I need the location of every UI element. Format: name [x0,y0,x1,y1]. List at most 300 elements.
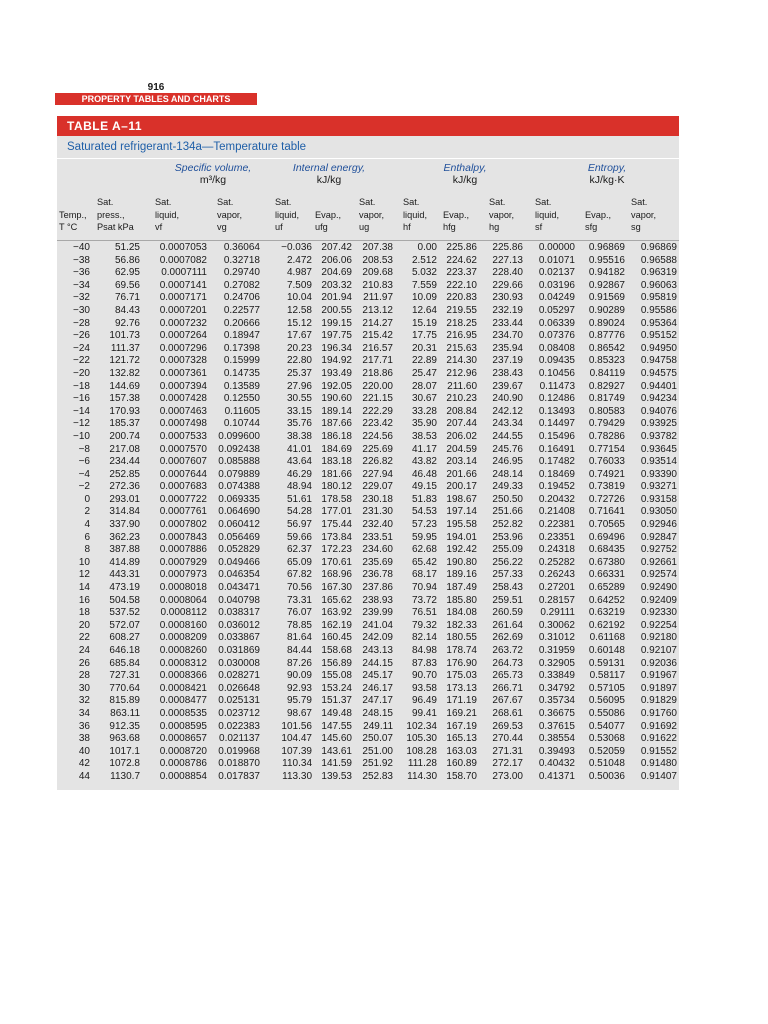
cell-vf: 0.0007361 [159,367,207,379]
cell-hf: 108.28 [406,745,437,757]
cell-hg: 243.34 [492,418,523,430]
cell-temp: 28 [78,670,90,682]
cell-ug: 211.97 [363,292,393,304]
cell-pressure: 234.44 [109,456,140,468]
cell-hfg: 218.25 [446,317,477,329]
cell-sf: 0.32905 [538,657,575,669]
cell-ug: 246.17 [362,682,393,694]
cell-pressure: 56.86 [114,254,140,266]
cell-sfg: 0.73819 [588,481,625,493]
table-row [57,506,679,519]
cell-ufg: 175.44 [321,519,352,531]
cell-temp: 32 [78,695,90,707]
cell-hf: 114.30 [407,770,437,782]
cell-temp: 26 [78,657,90,669]
cell-hf: 59.95 [411,531,437,543]
cell-uf: 104.47 [281,733,312,745]
cell-uf: 30.55 [286,393,312,405]
cell-sfg: 0.58117 [589,670,625,682]
cell-vg: 0.036012 [218,619,260,631]
cell-hfg: 216.95 [446,330,477,342]
column-header-line: Sat. [489,197,506,207]
cell-uf: 90.09 [286,670,312,682]
cell-sg: 0.93271 [640,481,677,493]
cell-sg: 0.91480 [640,758,677,770]
cell-vf: 0.0007843 [159,531,207,543]
cell-uf: 73.31 [286,594,312,606]
cell-vf: 0.0008209 [159,632,207,644]
cell-hfg: 160.89 [446,758,477,770]
cell-sfg: 0.67380 [588,556,625,568]
cell-temp: 34 [78,707,90,719]
cell-hg: 261.64 [492,619,523,631]
cell-ug: 232.40 [362,519,393,531]
column-header-line: vg [217,222,227,232]
group-unit: kJ/kg·K [589,174,625,186]
cell-vg: 0.052829 [218,544,260,556]
cell-temp: −16 [73,393,90,405]
column-header-ug [359,196,384,234]
cell-sf: 0.39493 [538,745,575,757]
table-row [57,406,679,419]
column-header-hf [403,196,427,234]
cell-temp: −6 [78,456,90,468]
group-enthalpy [405,162,525,186]
cell-pressure: 76.71 [114,292,140,304]
cell-pressure: 170.93 [109,405,140,417]
cell-sfg: 0.94182 [588,267,625,279]
column-header-line: sg [631,222,641,232]
cell-hfg: 187.49 [446,582,477,594]
cell-temp: −38 [73,254,90,266]
cell-hf: 41.17 [411,443,437,455]
cell-hg: 235.94 [492,342,523,354]
cell-vf: 0.0008260 [159,645,207,656]
cell-ug: 214.27 [362,317,393,329]
cell-ufg: 145.60 [321,733,352,745]
column-header-line: hfg [443,222,456,232]
cell-ug: 239.99 [362,607,393,619]
cell-ug: 230.18 [362,493,393,505]
page-header [55,82,257,105]
cell-vg: 0.22577 [223,304,260,316]
cell-pressure: 362.23 [109,531,140,543]
cell-temp: −8 [78,443,90,455]
cell-vf: 0.0007264 [159,330,207,342]
cell-vg: 0.13589 [223,380,260,392]
cell-temp: −18 [73,380,90,392]
cell-vf: 0.0008535 [159,707,207,719]
cell-hf: 33.28 [411,405,437,417]
table-row [57,381,679,394]
column-header-line: Sat. [403,197,420,207]
cell-hg: 242.12 [492,405,523,417]
cell-hf: 90.70 [411,670,437,682]
cell-uf: 48.94 [286,481,312,493]
cell-ufg: 139.53 [321,770,352,782]
table-row [57,444,679,457]
cell-sfg: 0.53068 [588,733,625,745]
cell-sg: 0.92107 [640,645,677,656]
cell-temp: 12 [78,569,90,581]
cell-hg: 262.69 [492,632,523,644]
table-row [57,607,679,620]
cell-vf: 0.0007111 [161,267,207,279]
cell-sg: 0.94076 [640,405,677,417]
cell-pressure: 144.69 [109,380,140,392]
cell-hf: 22.89 [411,355,437,367]
cell-sf: 0.40432 [538,758,575,770]
cell-hf: 49.15 [411,481,437,493]
cell-ufg: 207.42 [321,242,352,253]
cell-hfg: 214.30 [446,355,477,367]
cell-temp: −10 [73,430,90,442]
cell-ug: 227.94 [362,468,393,480]
cell-uf: 78.85 [286,619,312,631]
cell-temp: 20 [78,619,90,631]
cell-hfg: 225.86 [446,242,477,253]
cell-sg: 0.92574 [640,569,677,581]
cell-hf: 20.31 [411,342,437,354]
cell-vf: 0.0007683 [159,481,207,493]
cell-hf: 99.41 [411,707,437,719]
column-header-line: Temp., [59,209,87,220]
cell-hfg: 180.55 [446,632,477,644]
cell-sf: 0.17482 [538,456,575,468]
cell-vf: 0.0008786 [159,758,207,770]
cell-sf: 0.08408 [538,342,575,354]
cell-hfg: 220.83 [446,292,477,304]
cell-uf: 98.67 [286,707,312,719]
cell-hg: 272.17 [492,758,523,770]
cell-sfg: 0.95516 [588,254,625,266]
cell-hf: 35.90 [411,418,437,430]
cell-ug: 241.04 [362,619,393,631]
cell-sg: 0.94401 [640,380,677,392]
cell-vf: 0.0008018 [159,582,207,594]
cell-ug: 244.15 [362,657,393,669]
cell-sfg: 0.63219 [588,607,625,619]
cell-sf: 0.09435 [538,355,575,367]
cell-ug: 209.68 [362,267,393,279]
cell-ufg: 199.15 [321,317,352,329]
cell-temp: 4 [84,519,90,531]
cell-sf: 0.02137 [538,267,575,279]
cell-vg: 0.29740 [223,267,260,279]
column-header-line: sfg [585,222,598,232]
cell-vg: 0.20666 [223,317,260,329]
cell-hg: 234.70 [492,330,523,342]
cell-pressure: 646.18 [109,645,140,656]
cell-vf: 0.0008421 [159,682,207,694]
cell-pressure: 815.89 [109,695,140,707]
cell-ug: 251.00 [362,745,393,757]
cell-ufg: 201.94 [321,292,352,304]
cell-hg: 225.86 [492,242,523,253]
cell-sf: 0.03196 [538,279,575,291]
cell-pressure: 252.85 [109,468,140,480]
cell-sfg: 0.90289 [588,304,625,316]
cell-vf: 0.0007232 [159,317,207,329]
cell-uf: 70.56 [286,582,312,594]
cell-sfg: 0.72726 [588,493,625,505]
cell-vg: 0.27082 [223,279,260,291]
cell-temp: −14 [73,405,90,417]
cell-hg: 270.44 [492,733,523,745]
cell-sg: 0.91407 [640,770,677,782]
cell-vf: 0.0007082 [159,254,207,266]
cell-sg: 0.96063 [640,279,677,291]
cell-hfg: 197.14 [446,506,477,518]
cell-vg: 0.043471 [218,582,260,594]
cell-sf: 0.05297 [538,304,575,316]
cell-sfg: 0.62192 [588,619,625,631]
cell-temp: −36 [73,267,90,279]
cell-hg: 228.40 [492,267,523,279]
cell-uf: 41.01 [286,443,312,455]
cell-uf: 65.09 [286,556,312,568]
cell-pressure: 727.31 [109,670,140,682]
cell-ufg: 147.55 [321,720,352,732]
cell-temp: 38 [78,733,90,745]
cell-uf: 76.07 [286,607,312,619]
table-row [57,557,679,570]
cell-vf: 0.0007053 [159,242,207,253]
table-row [57,393,679,406]
column-header-hfg [443,196,469,234]
cell-sg: 0.92036 [640,657,677,669]
cell-hfg: 207.44 [446,418,477,430]
cell-ufg: 143.61 [321,745,352,757]
cell-sf: 0.26243 [538,569,575,581]
cell-ug: 248.15 [362,707,393,719]
cell-vg: 0.10744 [223,418,260,430]
cell-vg: 0.14735 [223,367,260,379]
cell-vf: 0.0008312 [159,657,207,669]
cell-hf: 17.75 [411,330,437,342]
table-row [57,242,679,255]
cell-sf: 0.23351 [538,531,575,543]
cell-vg: 0.15999 [223,355,260,367]
table-row [57,469,679,482]
cell-sg: 0.92661 [640,556,677,568]
table-row [57,758,679,771]
cell-sg: 0.93925 [640,418,677,430]
cell-hf: 62.68 [411,544,437,556]
cell-sfg: 0.64252 [588,594,625,606]
cell-uf: 54.28 [286,506,312,518]
table-row [57,481,679,494]
cell-hf: 65.42 [411,556,437,568]
table-row [57,255,679,268]
cell-hf: 76.51 [411,607,437,619]
cell-hf: 93.58 [411,682,437,694]
cell-hfg: 194.01 [446,531,477,543]
cell-ug: 245.17 [362,670,393,682]
table-row [57,431,679,444]
cell-temp: 2 [84,506,90,518]
column-header-line [315,196,341,209]
cell-ufg: 184.69 [321,443,352,455]
cell-vg: 0.021137 [219,733,260,745]
cell-sg: 0.95364 [640,317,677,329]
table-row [57,721,679,734]
cell-ug: 213.12 [362,304,393,316]
cell-vf: 0.0007802 [159,519,207,531]
cell-sg: 0.92330 [640,607,677,619]
cell-ug: 217.71 [362,355,393,367]
cell-sfg: 0.82927 [588,380,625,392]
cell-temp: −26 [73,330,90,342]
cell-pressure: 51.25 [114,242,140,253]
cell-sg: 0.96319 [640,267,677,279]
cell-vg: 0.056469 [218,531,260,543]
column-header-line: hf [403,222,411,232]
table-row [57,292,679,305]
cell-ufg: 178.58 [321,493,352,505]
cell-ufg: 158.68 [321,645,352,656]
cell-sg: 0.96869 [640,242,677,253]
cell-hf: 46.48 [411,468,437,480]
cell-sg: 0.96588 [640,254,677,266]
cell-pressure: 200.74 [109,430,140,442]
cell-hg: 239.67 [492,380,523,392]
cell-sg: 0.91622 [640,733,677,745]
cell-vf: 0.0007394 [159,380,207,392]
cell-ug: 242.09 [362,632,393,644]
cell-vg: 0.046354 [218,569,260,581]
cell-ufg: 189.14 [321,405,352,417]
cell-sfg: 0.77154 [588,443,625,455]
cell-temp: −34 [73,279,90,291]
cell-ufg: 193.49 [321,367,352,379]
table-row [57,569,679,582]
cell-hf: 43.82 [411,456,437,468]
table-row [57,418,679,431]
column-header-line: Sat. [217,197,234,207]
table-row [57,280,679,293]
cell-hf: 0.00 [417,242,437,253]
cell-sg: 0.93050 [640,506,677,518]
cell-hfg: 167.19 [446,720,477,732]
column-header-line: Psat kPa [97,222,134,232]
cell-hfg: 223.37 [446,267,477,279]
cell-sg: 0.92946 [640,519,677,531]
cell-hfg: 192.42 [446,544,477,556]
cell-uf: 12.58 [286,304,312,316]
cell-hg: 250.50 [492,493,523,505]
cell-pressure: 863.11 [110,707,140,719]
cell-hf: 96.49 [411,695,437,707]
group-title: Enthalpy, [443,162,487,174]
column-header-line: T °C [59,222,78,232]
cell-ufg: 163.92 [321,607,352,619]
cell-ufg: 197.75 [321,330,352,342]
cell-sf: 0.25282 [538,556,575,568]
group-title: Internal energy, [292,162,366,174]
cell-ufg: 162.19 [321,619,352,631]
cell-ug: 243.13 [362,645,393,656]
cell-hf: 105.30 [406,733,437,745]
cell-hg: 246.95 [492,456,523,468]
column-header-sg [631,196,656,234]
cell-ufg: 155.08 [321,670,352,682]
cell-vg: 0.12550 [223,393,260,405]
column-header-sf [535,196,559,234]
cell-hfg: 182.33 [446,619,477,631]
cell-ufg: 206.06 [321,254,352,266]
cell-hg: 232.19 [492,304,523,316]
column-header-uf [275,196,299,234]
column-header-line: Sat. [275,197,292,207]
cell-ufg: 190.60 [321,393,352,405]
cell-sfg: 0.70565 [588,519,625,531]
table-row [57,456,679,469]
cell-vg: 0.017837 [218,770,260,782]
cell-sf: 0.35734 [538,695,575,707]
cell-ufg: 181.66 [321,468,352,480]
cell-ufg: 149.48 [321,707,352,719]
cell-vg: 0.038317 [218,607,260,619]
cell-sfg: 0.92867 [588,279,625,291]
cell-vf: 0.0008064 [159,594,207,606]
table-row [57,670,679,683]
cell-sg: 0.95152 [640,330,677,342]
cell-hg: 257.33 [492,569,523,581]
cell-ug: 215.42 [362,330,393,342]
column-header-line: Evap., [585,209,612,220]
cell-hg: 258.43 [492,582,523,594]
cell-vf: 0.0007498 [159,418,207,430]
cell-uf: 46.29 [286,468,312,480]
cell-hf: 111.28 [407,758,437,770]
cell-ug: 251.92 [362,758,393,770]
cell-sf: 0.07376 [538,330,575,342]
cell-temp: −2 [78,481,90,493]
column-header-line: Sat. [535,197,552,207]
cell-sf: 0.19452 [538,481,575,493]
table-row [57,645,679,658]
cell-sf: 0.36675 [538,707,575,719]
cell-ufg: 141.59 [321,758,352,770]
cell-sg: 0.91552 [640,745,677,757]
cell-vg: 0.32718 [223,254,260,266]
column-header-line: Sat. [631,197,648,207]
cell-pressure: 685.84 [109,657,140,669]
cell-hfg: 165.13 [446,733,477,745]
cell-hg: 244.55 [492,430,523,442]
cell-hfg: 184.08 [446,607,477,619]
cell-vf: 0.0007171 [159,292,207,304]
cell-vg: 0.033867 [218,632,260,644]
cell-temp: −24 [73,342,90,354]
cell-hfg: 190.80 [446,556,477,568]
cell-uf: 10.04 [286,292,312,304]
cell-sf: 0.33849 [538,670,575,682]
cell-vg: 0.023712 [218,707,260,719]
cell-vf: 0.0007570 [159,443,207,455]
column-header-vg [217,196,242,234]
cell-pressure: 1017.1 [109,745,140,757]
cell-sf: 0.01071 [538,254,575,266]
cell-vf: 0.0008854 [159,770,207,782]
cell-sf: 0.34792 [538,682,575,694]
cell-pressure: 132.82 [109,367,140,379]
cell-hf: 25.47 [411,367,437,379]
cell-pressure: 387.88 [109,544,140,556]
running-title: PROPERTY TABLES AND CHARTS [55,93,257,105]
column-header-line: liquid, [535,209,560,220]
